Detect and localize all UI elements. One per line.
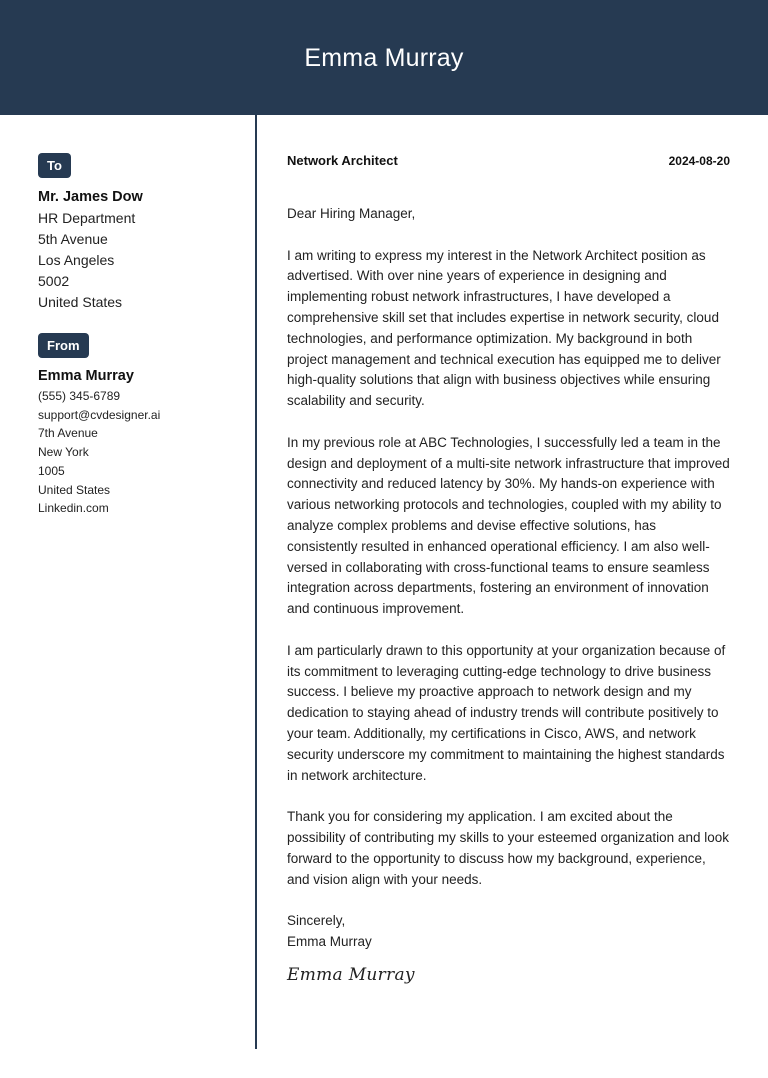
recipient-department: HR Department — [38, 210, 136, 226]
sidebar — [38, 153, 238, 518]
recipient-zip: 5002 — [38, 273, 70, 289]
page-header — [0, 0, 768, 115]
sender-name: Emma Murray — [38, 368, 134, 384]
sender-city: New York — [38, 445, 89, 460]
letter-date: 2024-08-20 — [668, 154, 730, 168]
paragraph-1: I am writing to express my interest in the Network Architect position as advertised. With over nine years of experience in designing and implementing robust network infrastructures, I have developed a comprehensive skill set that includes expertise in network security, cloud technologies, and performance optimization. My background in both project management and technical execution has equipped me to deliver high-quality solutions that align with business objectives while ensuring scalability and security. — [287, 247, 721, 409]
closing — [287, 911, 730, 953]
header-name: Emma Murray — [304, 43, 464, 72]
salutation: Dear Hiring Manager, — [287, 206, 416, 221]
recipient-name: Mr. James Dow — [38, 189, 143, 205]
sender-country: United States — [38, 482, 111, 497]
handwritten-signature: Emma Murray — [287, 964, 415, 985]
recipient-city: Los Angeles — [38, 252, 115, 268]
sender-zip: 1005 — [38, 463, 65, 478]
letter-body — [287, 153, 730, 985]
paragraph-4: Thank you for considering my application. I am excited about the possibility of contributing my skills to your esteemed organization and look forward to the opportunity to discuss how my background, experience, and vision align with your needs. — [287, 809, 729, 887]
column-divider — [255, 115, 257, 1049]
letter-title-row — [287, 153, 730, 173]
from-badge: From — [38, 333, 89, 358]
sender-street: 7th Avenue — [38, 426, 98, 441]
paragraph-3: I am particularly drawn to this opportunity at your organization because of its commitment to leveraging cutting-edge technology to drive business success. I believe my proactive approach to network design and my dedication to staying ahead of industry trends will contribute positively to your team. Additionally, my certifications in Cisco, AWS, and network security underscore my commitment to maintaining the highest standards in network architecture. — [287, 642, 726, 783]
sender-email: support@cvdesigner.ai — [38, 407, 161, 422]
sender-phone: (555) 345-6789 — [38, 389, 121, 403]
closing-name: Emma Murray — [287, 933, 372, 949]
sender-linkedin: Linkedin.com — [38, 501, 109, 516]
closing-phrase: Sincerely, — [287, 913, 346, 929]
to-badge: To — [38, 153, 71, 178]
recipient-country: United States — [38, 294, 123, 310]
recipient-street: 5th Avenue — [38, 231, 108, 247]
job-title: Network Architect — [287, 153, 398, 168]
paragraph-2: In my previous role at ABC Technologies, I successfully led a team in the design and deployment of a multi-site network infrastructure that improved connectivity and reduced latency by 30%. My hands-on experience with various networking protocols and technologies, coupled with my ability to analyze complex problems and devise effective solutions, has consistently resulted in enhanced operational efficiency. I am also well-versed in collaborating with cross-functional teams to ensure seamless integration across departments, fostering an environment of innovation and continuous improvement. — [287, 434, 730, 617]
